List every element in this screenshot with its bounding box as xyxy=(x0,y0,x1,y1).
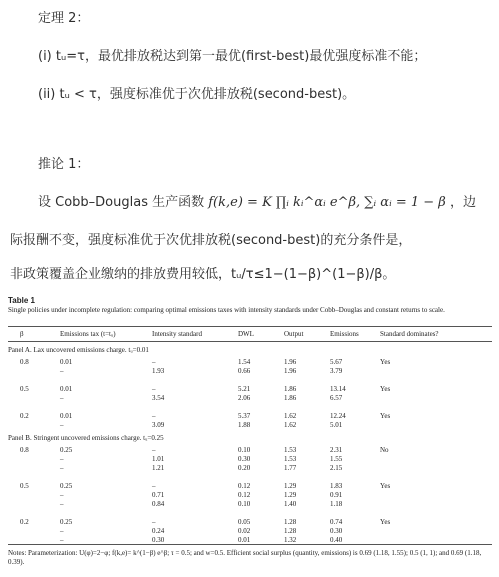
header-output: Output xyxy=(284,330,304,338)
row-standard-dominates: Yes xyxy=(380,412,391,420)
theorem-item-ii: (ii) tᵤ < τ，强度标准优于次优排放税(second-best)。 xyxy=(38,87,356,102)
row-dwl: 0.01 xyxy=(238,536,251,544)
row-intensity-standard: – xyxy=(152,412,156,420)
row-dwl: 5.37 xyxy=(238,412,251,420)
row-intensity-standard: 3.09 xyxy=(152,421,165,429)
table-header-rule xyxy=(8,341,492,342)
row-output: 1.62 xyxy=(284,412,297,420)
row-standard-dominates: No xyxy=(380,446,389,454)
corollary-line-3: 非政策覆盖企业缴纳的排放费用较低，tᵤ/τ≤1−(1−β)^(1−β)/β。 xyxy=(10,267,396,282)
row-intensity-standard: – xyxy=(152,358,156,366)
row-intensity-standard: 1.01 xyxy=(152,455,165,463)
row-emissions: 5.67 xyxy=(330,358,343,366)
row-emissions: 0.40 xyxy=(330,536,343,544)
row-emissions-tax: – xyxy=(60,527,64,535)
row-output: 1.62 xyxy=(284,421,297,429)
row-intensity-standard: 0.30 xyxy=(152,536,165,544)
row-intensity-standard: – xyxy=(152,518,156,526)
row-emissions-tax: – xyxy=(60,394,64,402)
row-dwl: 0.05 xyxy=(238,518,251,526)
table-caption: Single policies under incomplete regulation: comparing optimal emissions taxes with intensity standards under Cobb–Douglas and constant returns to scale. xyxy=(8,306,445,314)
row-output: 1.77 xyxy=(284,464,297,472)
row-output: 1.86 xyxy=(284,394,297,402)
table-title: Table 1 xyxy=(8,296,35,305)
row-output: 1.96 xyxy=(284,367,297,375)
header-emissions-tax: Emissions tax (t=tᵤ) xyxy=(60,330,116,338)
row-output: 1.86 xyxy=(284,385,297,393)
results-table xyxy=(8,296,492,566)
header-emissions: Emissions xyxy=(330,330,359,338)
table-notes: Notes: Parameterization: U(φ)=2−φ; f(k,e)= k^(1−β) e^β; τ = 0.5; and w=0.5. Efficient social surplus (quantity, emissions) is 0.69 (1.18, 1.55); 0.5 (1, 1); and 0.69 (1.18, 0.39). xyxy=(8,549,482,566)
header-standard-dominates: Standard dominates? xyxy=(380,330,439,338)
row-emissions-tax: – xyxy=(60,367,64,375)
row-output: 1.28 xyxy=(284,518,297,526)
row-dwl: 1.54 xyxy=(238,358,251,366)
row-beta: 0.8 xyxy=(20,358,29,366)
row-dwl: 0.10 xyxy=(238,500,251,508)
row-dwl: 1.88 xyxy=(238,421,251,429)
row-beta: 0.5 xyxy=(20,482,29,490)
row-emissions-tax: 0.25 xyxy=(60,482,73,490)
table-row xyxy=(8,464,492,474)
table-top-rule xyxy=(8,326,492,327)
row-dwl: 5.21 xyxy=(238,385,251,393)
panel-a-label: Panel A. Lax uncovered emissions charge. tᵤ=0.01 xyxy=(8,346,149,354)
row-emissions-tax: – xyxy=(60,536,64,544)
row-standard-dominates: Yes xyxy=(380,482,391,490)
row-dwl: 2.06 xyxy=(238,394,251,402)
row-emissions: 2.15 xyxy=(330,464,343,472)
row-intensity-standard: – xyxy=(152,385,156,393)
row-dwl: 0.12 xyxy=(238,482,251,490)
row-intensity-standard: – xyxy=(152,482,156,490)
table-row xyxy=(8,500,492,510)
row-emissions: 2.31 xyxy=(330,446,343,454)
theorem-item-i: (i) tᵤ=τ，最优排放税达到第一最优(first-best)最优强度标准不能； xyxy=(38,49,427,64)
row-intensity-standard: 0.71 xyxy=(152,491,165,499)
row-intensity-standard: 3.54 xyxy=(152,394,165,402)
row-emissions: 5.01 xyxy=(330,421,343,429)
theorem-title: 定理 2： xyxy=(38,11,90,26)
row-emissions-tax: 0.25 xyxy=(60,518,73,526)
row-dwl: 0.12 xyxy=(238,491,251,499)
row-emissions-tax: – xyxy=(60,500,64,508)
header-beta: β xyxy=(20,330,24,338)
row-intensity-standard: 1.21 xyxy=(152,464,165,472)
row-output: 1.40 xyxy=(284,500,297,508)
row-output: 1.96 xyxy=(284,358,297,366)
row-dwl: 0.30 xyxy=(238,455,251,463)
row-beta: 0.8 xyxy=(20,446,29,454)
row-standard-dominates: Yes xyxy=(380,358,391,366)
row-beta: 0.5 xyxy=(20,385,29,393)
row-output: 1.29 xyxy=(284,482,297,490)
row-output: 1.29 xyxy=(284,491,297,499)
row-output: 1.53 xyxy=(284,446,297,454)
row-beta: 0.2 xyxy=(20,518,29,526)
table-row xyxy=(8,536,492,546)
row-emissions-tax: 0.01 xyxy=(60,412,73,420)
row-emissions-tax: – xyxy=(60,455,64,463)
table-row xyxy=(8,394,492,404)
row-emissions: 0.74 xyxy=(330,518,343,526)
table-header-row xyxy=(8,330,492,340)
row-emissions: 1.55 xyxy=(330,455,343,463)
row-emissions: 3.79 xyxy=(330,367,343,375)
row-standard-dominates: Yes xyxy=(380,385,391,393)
row-output: 1.28 xyxy=(284,527,297,535)
row-emissions: 1.18 xyxy=(330,500,343,508)
row-intensity-standard: 0.24 xyxy=(152,527,165,535)
row-emissions: 0.30 xyxy=(330,527,343,535)
row-output: 1.32 xyxy=(284,536,297,544)
corollary-prefix: 设 Cobb–Douglas 生产函数 xyxy=(38,195,205,210)
row-emissions: 0.91 xyxy=(330,491,343,499)
row-emissions: 12.24 xyxy=(330,412,346,420)
row-dwl: 0.66 xyxy=(238,367,251,375)
row-emissions-tax: 0.01 xyxy=(60,385,73,393)
row-emissions-tax: – xyxy=(60,421,64,429)
header-dwl: DWL xyxy=(238,330,254,338)
row-emissions: 6.57 xyxy=(330,394,343,402)
row-intensity-standard: – xyxy=(152,446,156,454)
row-emissions-tax: 0.01 xyxy=(60,358,73,366)
production-function-formula: f(k,e) = K ∏ᵢ kᵢ^αᵢ e^β, ∑ᵢ αᵢ = 1 − β xyxy=(208,195,446,210)
row-emissions: 13.14 xyxy=(330,385,346,393)
table-row xyxy=(8,367,492,377)
header-intensity-standard: Intensity standard xyxy=(152,330,202,338)
row-emissions: 1.83 xyxy=(330,482,343,490)
row-dwl: 0.02 xyxy=(238,527,251,535)
row-standard-dominates: Yes xyxy=(380,518,391,526)
corollary-line-1 xyxy=(38,194,476,211)
corollary-title: 推论 1： xyxy=(38,157,90,172)
row-output: 1.53 xyxy=(284,455,297,463)
panel-b-label: Panel B. Stringent uncovered emissions charge. tᵤ=0.25 xyxy=(8,434,164,442)
row-emissions-tax: – xyxy=(60,491,64,499)
row-emissions-tax: – xyxy=(60,464,64,472)
row-beta: 0.2 xyxy=(20,412,29,420)
corollary-suffix: ，边 xyxy=(449,195,476,210)
row-intensity-standard: 0.84 xyxy=(152,500,165,508)
corollary-line-2: 际报酬不变，强度标准优于次优排放税(second-best)的充分条件是， xyxy=(10,233,412,248)
row-emissions-tax: 0.25 xyxy=(60,446,73,454)
row-dwl: 0.10 xyxy=(238,446,251,454)
row-dwl: 0.20 xyxy=(238,464,251,472)
row-intensity-standard: 1.93 xyxy=(152,367,165,375)
table-row xyxy=(8,421,492,431)
